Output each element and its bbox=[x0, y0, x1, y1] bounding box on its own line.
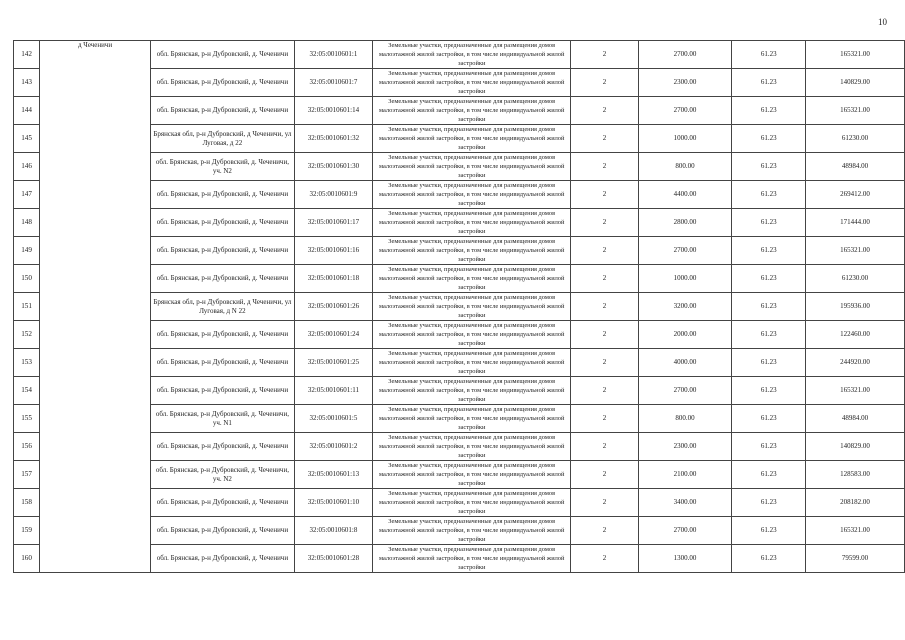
address-cell: обл. Брянская, р-н Дубровский, д. Чеченичи, уч. N1 bbox=[150, 405, 294, 433]
cadastral-number-cell: 32:05:0010601:32 bbox=[294, 125, 372, 153]
cadastral-value-cell: 165321.00 bbox=[806, 97, 905, 125]
address-cell: обл. Брянская, р-н Дубровский, д. Чеченичи bbox=[150, 433, 294, 461]
area-cell: 2000.00 bbox=[638, 321, 732, 349]
cadastral-number-cell: 32:05:0010601:5 bbox=[294, 405, 372, 433]
area-cell: 1000.00 bbox=[638, 265, 732, 293]
address-cell: обл. Брянская, р-н Дубровский, д. Чеченичи bbox=[150, 489, 294, 517]
rate-cell: 61.23 bbox=[732, 377, 806, 405]
row-number-cell: 148 bbox=[14, 209, 40, 237]
table-row bbox=[14, 41, 905, 69]
rate-cell: 61.23 bbox=[732, 97, 806, 125]
rate-cell: 61.23 bbox=[732, 293, 806, 321]
cadastral-value-cell: 140829.00 bbox=[806, 433, 905, 461]
cadastral-number-cell: 32:05:0010601:9 bbox=[294, 181, 372, 209]
category-cell: 2 bbox=[571, 69, 638, 97]
row-number-cell: 147 bbox=[14, 181, 40, 209]
area-cell: 3400.00 bbox=[638, 489, 732, 517]
land-purpose-cell: Земельные участки, предназначенные для размещения домов малоэтажной жилой застройки, в том числе индивидуальной жилой застройки bbox=[373, 265, 571, 293]
category-cell: 2 bbox=[571, 41, 638, 69]
row-number-cell: 151 bbox=[14, 293, 40, 321]
address-cell: обл. Брянская, р-н Дубровский, д. Чеченичи bbox=[150, 209, 294, 237]
area-cell: 2700.00 bbox=[638, 517, 732, 545]
cadastral-number-cell: 32:05:0010601:2 bbox=[294, 433, 372, 461]
land-purpose-cell: Земельные участки, предназначенные для размещения домов малоэтажной жилой застройки, в том числе индивидуальной жилой застройки bbox=[373, 41, 571, 69]
row-number-cell: 143 bbox=[14, 69, 40, 97]
row-number-cell: 154 bbox=[14, 377, 40, 405]
cadastral-number-cell: 32:05:0010601:18 bbox=[294, 265, 372, 293]
cadastral-number-cell: 32:05:0010601:28 bbox=[294, 545, 372, 573]
page-number: 10 bbox=[878, 17, 887, 27]
cadastral-value-cell: 48984.00 bbox=[806, 153, 905, 181]
category-cell: 2 bbox=[571, 461, 638, 489]
category-cell: 2 bbox=[571, 153, 638, 181]
cadastral-value-cell: 244920.00 bbox=[806, 349, 905, 377]
area-cell: 3200.00 bbox=[638, 293, 732, 321]
category-cell: 2 bbox=[571, 321, 638, 349]
area-cell: 2100.00 bbox=[638, 461, 732, 489]
land-purpose-cell: Земельные участки, предназначенные для размещения домов малоэтажной жилой застройки, в том числе индивидуальной жилой застройки bbox=[373, 405, 571, 433]
category-cell: 2 bbox=[571, 489, 638, 517]
cadastral-value-cell: 61230.00 bbox=[806, 265, 905, 293]
cadastral-number-cell: 32:05:0010601:26 bbox=[294, 293, 372, 321]
land-purpose-cell: Земельные участки, предназначенные для размещения домов малоэтажной жилой застройки, в том числе индивидуальной жилой застройки bbox=[373, 489, 571, 517]
cadastral-value-cell: 165321.00 bbox=[806, 377, 905, 405]
land-purpose-cell: Земельные участки, предназначенные для размещения домов малоэтажной жилой застройки, в том числе индивидуальной жилой застройки bbox=[373, 293, 571, 321]
area-cell: 2300.00 bbox=[638, 433, 732, 461]
cadastral-number-cell: 32:05:0010601:7 bbox=[294, 69, 372, 97]
category-cell: 2 bbox=[571, 181, 638, 209]
area-cell: 2800.00 bbox=[638, 209, 732, 237]
area-cell: 2700.00 bbox=[638, 41, 732, 69]
address-cell: обл. Брянская, р-н Дубровский, д. Чеченичи bbox=[150, 377, 294, 405]
category-cell: 2 bbox=[571, 97, 638, 125]
address-cell: обл. Брянская, р-н Дубровский, д. Чеченичи bbox=[150, 517, 294, 545]
land-purpose-cell: Земельные участки, предназначенные для размещения домов малоэтажной жилой застройки, в том числе индивидуальной жилой застройки bbox=[373, 153, 571, 181]
rate-cell: 61.23 bbox=[732, 321, 806, 349]
locality-cell: д Чеченичи bbox=[40, 41, 151, 573]
address-cell: обл. Брянская, р-н Дубровский, д. Чеченичи bbox=[150, 237, 294, 265]
land-purpose-cell: Земельные участки, предназначенные для размещения домов малоэтажной жилой застройки, в том числе индивидуальной жилой застройки bbox=[373, 461, 571, 489]
cadastral-value-cell: 269412.00 bbox=[806, 181, 905, 209]
cadastral-value-cell: 195936.00 bbox=[806, 293, 905, 321]
address-cell: Брянская обл, р-н Дубровский, д Чеченичи, ул Луговая, д 22 bbox=[150, 125, 294, 153]
land-purpose-cell: Земельные участки, предназначенные для размещения домов малоэтажной жилой застройки, в том числе индивидуальной жилой застройки bbox=[373, 517, 571, 545]
category-cell: 2 bbox=[571, 517, 638, 545]
rate-cell: 61.23 bbox=[732, 237, 806, 265]
land-purpose-cell: Земельные участки, предназначенные для размещения домов малоэтажной жилой застройки, в том числе индивидуальной жилой застройки bbox=[373, 349, 571, 377]
row-number-cell: 150 bbox=[14, 265, 40, 293]
cadastral-number-cell: 32:05:0010601:13 bbox=[294, 461, 372, 489]
rate-cell: 61.23 bbox=[732, 209, 806, 237]
cadastral-number-cell: 32:05:0010601:24 bbox=[294, 321, 372, 349]
row-number-cell: 153 bbox=[14, 349, 40, 377]
land-purpose-cell: Земельные участки, предназначенные для размещения домов малоэтажной жилой застройки, в том числе индивидуальной жилой застройки bbox=[373, 433, 571, 461]
row-number-cell: 156 bbox=[14, 433, 40, 461]
land-purpose-cell: Земельные участки, предназначенные для размещения домов малоэтажной жилой застройки, в том числе индивидуальной жилой застройки bbox=[373, 377, 571, 405]
area-cell: 1000.00 bbox=[638, 125, 732, 153]
cadastral-number-cell: 32:05:0010601:8 bbox=[294, 517, 372, 545]
cadastral-number-cell: 32:05:0010601:16 bbox=[294, 237, 372, 265]
land-purpose-cell: Земельные участки, предназначенные для размещения домов малоэтажной жилой застройки, в том числе индивидуальной жилой застройки bbox=[373, 97, 571, 125]
row-number-cell: 155 bbox=[14, 405, 40, 433]
row-number-cell: 149 bbox=[14, 237, 40, 265]
area-cell: 2700.00 bbox=[638, 97, 732, 125]
address-cell: обл. Брянская, р-н Дубровский, д. Чеченичи, уч. N2 bbox=[150, 153, 294, 181]
rate-cell: 61.23 bbox=[732, 265, 806, 293]
cadastral-value-cell: 48984.00 bbox=[806, 405, 905, 433]
cadastral-number-cell: 32:05:0010601:14 bbox=[294, 97, 372, 125]
cadastral-number-cell: 32:05:0010601:11 bbox=[294, 377, 372, 405]
address-cell: Брянская обл, р-н Дубровский, д Чеченичи, ул Луговая, д N 22 bbox=[150, 293, 294, 321]
row-number-cell: 157 bbox=[14, 461, 40, 489]
row-number-cell: 145 bbox=[14, 125, 40, 153]
category-cell: 2 bbox=[571, 265, 638, 293]
row-number-cell: 160 bbox=[14, 545, 40, 573]
cadastral-value-cell: 61230.00 bbox=[806, 125, 905, 153]
rate-cell: 61.23 bbox=[732, 489, 806, 517]
rate-cell: 61.23 bbox=[732, 153, 806, 181]
address-cell: обл. Брянская, р-н Дубровский, д. Чеченичи bbox=[150, 69, 294, 97]
address-cell: обл. Брянская, р-н Дубровский, д. Чеченичи bbox=[150, 349, 294, 377]
cadastral-value-cell: 140829.00 bbox=[806, 69, 905, 97]
row-number-cell: 146 bbox=[14, 153, 40, 181]
rate-cell: 61.23 bbox=[732, 517, 806, 545]
rate-cell: 61.23 bbox=[732, 125, 806, 153]
cadastral-value-cell: 79599.00 bbox=[806, 545, 905, 573]
cadastral-number-cell: 32:05:0010601:30 bbox=[294, 153, 372, 181]
land-purpose-cell: Земельные участки, предназначенные для размещения домов малоэтажной жилой застройки, в том числе индивидуальной жилой застройки bbox=[373, 209, 571, 237]
land-purpose-cell: Земельные участки, предназначенные для размещения домов малоэтажной жилой застройки, в том числе индивидуальной жилой застройки bbox=[373, 125, 571, 153]
land-purpose-cell: Земельные участки, предназначенные для размещения домов малоэтажной жилой застройки, в том числе индивидуальной жилой застройки bbox=[373, 545, 571, 573]
land-purpose-cell: Земельные участки, предназначенные для размещения домов малоэтажной жилой застройки, в том числе индивидуальной жилой застройки bbox=[373, 69, 571, 97]
rate-cell: 61.23 bbox=[732, 461, 806, 489]
area-cell: 4400.00 bbox=[638, 181, 732, 209]
row-number-cell: 158 bbox=[14, 489, 40, 517]
land-purpose-cell: Земельные участки, предназначенные для размещения домов малоэтажной жилой застройки, в том числе индивидуальной жилой застройки bbox=[373, 181, 571, 209]
cadastral-number-cell: 32:05:0010601:17 bbox=[294, 209, 372, 237]
category-cell: 2 bbox=[571, 433, 638, 461]
cadastral-value-cell: 165321.00 bbox=[806, 237, 905, 265]
category-cell: 2 bbox=[571, 209, 638, 237]
area-cell: 2700.00 bbox=[638, 377, 732, 405]
cadastral-number-cell: 32:05:0010601:25 bbox=[294, 349, 372, 377]
row-number-cell: 142 bbox=[14, 41, 40, 69]
address-cell: обл. Брянская, р-н Дубровский, д. Чеченичи bbox=[150, 265, 294, 293]
cadastral-value-cell: 165321.00 bbox=[806, 41, 905, 69]
row-number-cell: 144 bbox=[14, 97, 40, 125]
area-cell: 4000.00 bbox=[638, 349, 732, 377]
category-cell: 2 bbox=[571, 545, 638, 573]
address-cell: обл. Брянская, р-н Дубровский, д. Чеченичи, уч. N2 bbox=[150, 461, 294, 489]
area-cell: 1300.00 bbox=[638, 545, 732, 573]
rate-cell: 61.23 bbox=[732, 349, 806, 377]
address-cell: обл. Брянская, р-н Дубровский, д. Чеченичи bbox=[150, 321, 294, 349]
cadastral-number-cell: 32:05:0010601:10 bbox=[294, 489, 372, 517]
cadastral-value-cell: 208182.00 bbox=[806, 489, 905, 517]
rate-cell: 61.23 bbox=[732, 433, 806, 461]
address-cell: обл. Брянская, р-н Дубровский, д. Чеченичи bbox=[150, 97, 294, 125]
land-register-table bbox=[13, 40, 905, 573]
cadastral-value-cell: 122460.00 bbox=[806, 321, 905, 349]
address-cell: обл. Брянская, р-н Дубровский, д. Чеченичи bbox=[150, 545, 294, 573]
rate-cell: 61.23 bbox=[732, 69, 806, 97]
area-cell: 2300.00 bbox=[638, 69, 732, 97]
category-cell: 2 bbox=[571, 293, 638, 321]
cadastral-value-cell: 171444.00 bbox=[806, 209, 905, 237]
category-cell: 2 bbox=[571, 349, 638, 377]
category-cell: 2 bbox=[571, 237, 638, 265]
rate-cell: 61.23 bbox=[732, 405, 806, 433]
row-number-cell: 159 bbox=[14, 517, 40, 545]
rate-cell: 61.23 bbox=[732, 41, 806, 69]
land-purpose-cell: Земельные участки, предназначенные для размещения домов малоэтажной жилой застройки, в том числе индивидуальной жилой застройки bbox=[373, 237, 571, 265]
category-cell: 2 bbox=[571, 125, 638, 153]
cadastral-value-cell: 128583.00 bbox=[806, 461, 905, 489]
area-cell: 800.00 bbox=[638, 405, 732, 433]
land-purpose-cell: Земельные участки, предназначенные для размещения домов малоэтажной жилой застройки, в том числе индивидуальной жилой застройки bbox=[373, 321, 571, 349]
category-cell: 2 bbox=[571, 405, 638, 433]
address-cell: обл. Брянская, р-н Дубровский, д. Чеченичи bbox=[150, 41, 294, 69]
address-cell: обл. Брянская, р-н Дубровский, д. Чеченичи bbox=[150, 181, 294, 209]
row-number-cell: 152 bbox=[14, 321, 40, 349]
area-cell: 2700.00 bbox=[638, 237, 732, 265]
category-cell: 2 bbox=[571, 377, 638, 405]
cadastral-value-cell: 165321.00 bbox=[806, 517, 905, 545]
rate-cell: 61.23 bbox=[732, 545, 806, 573]
area-cell: 800.00 bbox=[638, 153, 732, 181]
cadastral-number-cell: 32:05:0010601:1 bbox=[294, 41, 372, 69]
rate-cell: 61.23 bbox=[732, 181, 806, 209]
